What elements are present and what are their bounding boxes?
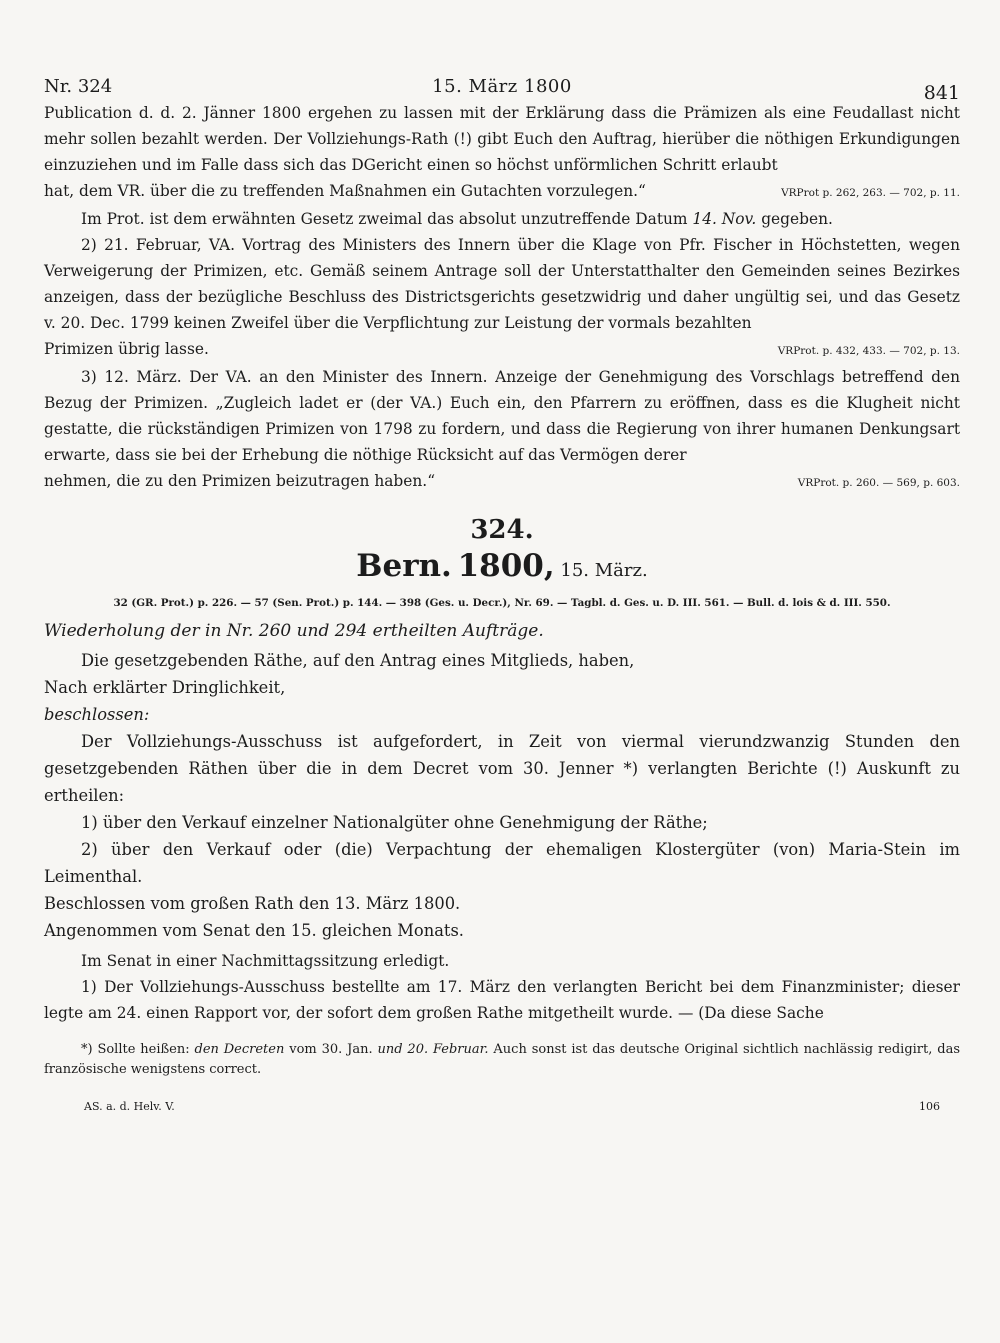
footnote-prefix: *) Sollte heißen: [81, 1042, 195, 1057]
signature-volume: AS. a. d. Helv. V. [84, 1100, 175, 1113]
decree-great-council: Beschlossen vom großen Rath den 13. März 1800. [44, 894, 461, 913]
decree-intro: Die gesetzgebenden Räthe, auf den Antrag eines Mitglieds, haben, [81, 651, 635, 670]
document-number: 324. [470, 515, 534, 545]
decree-body: Der Vollziehungs-Ausschuss ist aufgefordert, in Zeit von viermal vierundzwanzig Stunden den gesetzgebenden Räthen über die in dem Decret vom 30. Jenner *) verlangten Berichte (!) Auskunft zu ertheilen: [44, 732, 960, 805]
footnote-text-1: vom 30. Jan. [284, 1042, 378, 1057]
document-date: 15. März. [560, 560, 648, 581]
decree-item-1: 1) über den Verkauf einzelner Nationalgüter ohne Genehmigung der Räthe; [81, 813, 708, 832]
prev-paragraph-4-end: nehmen, die zu den Primizen beizutragen haben.“ [44, 472, 436, 490]
footnote [44, 1040, 960, 1080]
page [44, 70, 960, 1113]
decree-urgency: Nach erklärter Dringlichkeit, [44, 678, 286, 697]
reference-vrprot-2: VRProt. p. 432, 433. — 702, p. 13. [777, 345, 960, 357]
prev-paragraph-2 [44, 206, 960, 232]
document-place-date [44, 546, 960, 591]
signature-line [44, 1100, 960, 1113]
prev-paragraph-1: Publication d. d. 2. Jänner 1800 ergehen zu lassen mit der Erklärung dass die Prämizen als eine Feudallast nicht mehr sollen bezahlt werden. Der Vollziehungs-Rath (!) gibt Euch den Auftrag, hierüber die nöthigen Erkundigungen einzuziehen und im Falle dass sich das DGericht einen so höchst unförmlichen Schritt erlaubt [44, 104, 960, 174]
note-senate: Im Senat in einer Nachmittagssitzung erledigt. [81, 952, 450, 970]
reference-vrprot-3: VRProt. p. 260. — 569, p. 603. [797, 477, 960, 489]
document-title: Wiederholung der in Nr. 260 und 294 ertheilten Aufträge. [44, 621, 544, 641]
source-references: 32 (GR. Prot.) p. 226. — 57 (Sen. Prot.) p. 144. — 398 (Ges. u. Decr.), Nr. 69. — Tagbl. d. Ges. u. D. III. 561. — Bull. d. lois & d. III. 550. [113, 597, 891, 609]
prev-paragraph-2-text: Im Prot. ist dem erwähnten Gesetz zweimal das absolut unzutreffende Datum [81, 210, 693, 228]
prev-paragraph-4-last-line [44, 468, 960, 496]
footnote-italic-1: den Decreten [194, 1042, 285, 1057]
header-date: 15. März 1800 [432, 76, 572, 97]
prev-paragraph-2-italic: 14. Nov. [692, 210, 757, 228]
prev-paragraph-3-last-line [44, 336, 960, 364]
footnote-italic-2: und 20. Februar. [377, 1042, 489, 1057]
prev-paragraph-1-last-line [44, 178, 960, 206]
prev-paragraph-3-end: Primizen übrig lasse. [44, 340, 209, 358]
signature-sheet-number: 106 [919, 1100, 940, 1113]
header-doc-number: Nr. 324 [44, 76, 113, 97]
document-place: Bern. [356, 548, 452, 584]
prev-paragraph-2-end: gegeben. [756, 210, 833, 228]
running-header [44, 70, 960, 104]
reference-vrprot-1: VRProt p. 262, 263. — 702, p. 11. [781, 187, 960, 199]
footnote-text-2: Auch sonst ist das deutsche Original sichtlich nachlässig redigirt, das französische wenigstens correct. [44, 1042, 960, 1077]
decree-item-2: 2) über den Verkauf oder (die) Verpachtung der ehemaligen Klostergüter (von) Maria-Stein im Leimenthal. [44, 840, 960, 886]
document-year: 1800, [457, 548, 555, 584]
decree-senate: Angenommen vom Senat den 15. gleichen Monats. [44, 921, 464, 940]
header-page-number: 841 [923, 82, 960, 104]
prev-paragraph-1-end: hat, dem VR. über die zu treffenden Maßnahmen ein Gutachten vorzulegen.“ [44, 182, 646, 200]
prev-paragraph-3: 2) 21. Februar, VA. Vortrag des Ministers des Innern über die Klage von Pfr. Fischer in Höchstetten, wegen Verweigerung der Primizen, etc. Gemäß seinem Antrage soll der Unterstatthalter den Gemeinden seines Bezirkes anzeigen, dass der bezügliche Beschluss des Districtsgerichts gesetzwidrig und daher ungültig sei, und das Gesetz v. 20. Dec. 1799 keinen Zweifel über die Verpflichtung zur Leistung der vormals bezahlten [44, 236, 960, 332]
decree-resolved: beschlossen: [44, 705, 150, 724]
prev-paragraph-4: 3) 12. März. Der VA. an den Minister des Innern. Anzeige der Genehmigung des Vorschlags betreffend den Bezug der Primizen. „Zugleich ladet er (der VA.) Euch ein, den Pfarrern zu eröffnen, dass es die Klugheit nicht gestatte, die rückständigen Primizen von 1798 zu fordern, und dass die Regierung von ihrer humanen Denkungsart erwarte, dass sie bei der Erhebung die nöthige Rücksicht auf das Vermögen derer [44, 368, 960, 464]
note-1: 1) Der Vollziehungs-Ausschuss bestellte am 17. März den verlangten Bericht bei dem Finanzminister; dieser legte am 24. einen Rapport vor, der sofort dem großen Rathe mitgetheilt wurde. — (Da diese Sache [44, 978, 960, 1022]
